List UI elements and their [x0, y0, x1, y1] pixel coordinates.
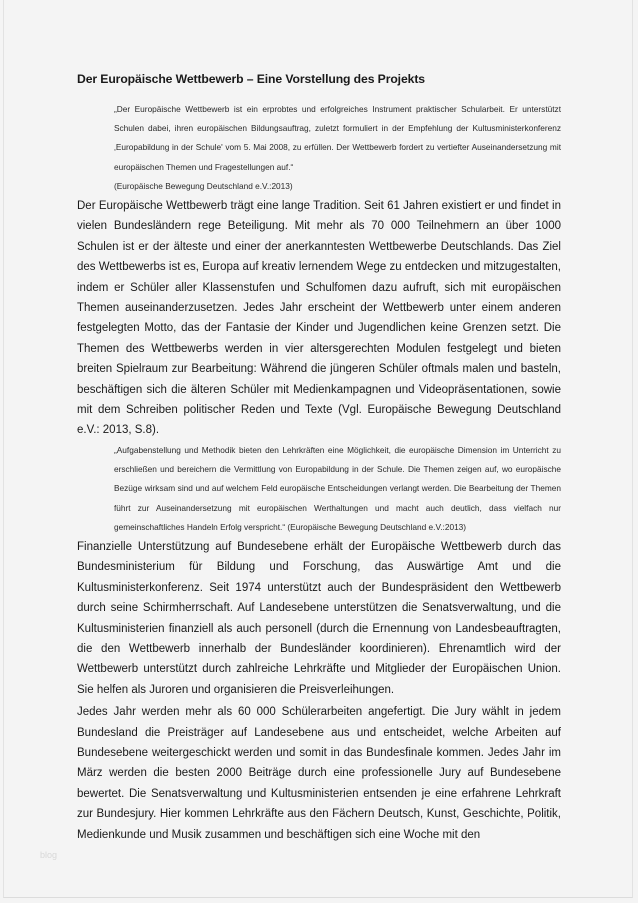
paragraph-funding: Finanzielle Unterstützung auf Bundesebene erhält der Europäische Wettbewerb durch das Bundesministerium für Bildung und Forschung, das Auswärtige Amt und die Kultusministerkonferenz. Seit 1974 unterstützt auch der Bundespräsident den Wettbewerb durch seine Schirmherrschaft. Auf Landesebene unterstützen die Senatsverwaltung, und die Kultusministerien finanziell als auch personell (durch die Ernennung von Landesbeauftragten, die den Wettbewerb innerhalb der Bundesländer koordinieren). Ehrenamtlich wird der Wettbewerb unterstützt durch zahlreiche Lehrkräfte und Mitglieder der Europäischen Union. Sie helfen als Juroren und organisieren die Preisverleihungen.	[77, 540, 561, 696]
block-quote-1	[114, 100, 561, 196]
quote-1-text: „Der Europäische Wettbewerb ist ein erprobtes und erfolgreiches Instrument praktischer Schularbeit. Er unterstützt Schulen dabei, ihren europäischen Bildungsauftrag, zuletzt formuliert in der Empfehlung der Kultusministerkonferenz ‚Europabildung in der Schule' vom 5. Mai 2008, zu erfüllen. Der Wettbewerb fordert zu vertiefter Auseinandersetzung mit europäischen Themen und Fragestellungen auf.“	[114, 104, 561, 172]
block-quote-2	[114, 441, 561, 537]
document-title: Der Europäische Wettbewerb – Eine Vorstellung des Projekts	[77, 72, 425, 86]
quote-1-citation: (Europäische Bewegung Deutschland e.V.:2013)	[114, 180, 293, 191]
paragraph-jury: Jedes Jahr werden mehr als 60 000 Schülerarbeiten angefertigt. Die Jury wählt in jedem Bundesland die Preisträger auf Landesebene aus und entscheidet, welche Arbeiten auf Bundesebene weitergeschickt werden und somit in das Bundesfinale kommen. Jedes Jahr im März werden die besten 2000 Beiträge durch eine professionelle Jury auf Bundesebene bewertet. Die Senatsverwaltung und Kultusministerien entsenden je eine erfahrene Lehrkraft zur Bundesjury. Hier kommen Lehrkräfte aus den Fächern Deutsch, Kunst, Geschichte, Politik, Medienkunde und Musik zusammen und beschäftigen sich eine Woche mit den	[77, 706, 561, 841]
quote-2-text: „Aufgabenstellung und Methodik bieten den Lehrkräften eine Möglichkeit, die europäische Dimension im Unterricht zu erschließen und bereichern die Vermittlung von Europabildung in der Schule. Die Themen zeigen auf, wo europäische Bezüge wirksam sind und auf welchem Feld europäische Entscheidungen verlangt werden. Die Bearbeitung der Themen führt zur Auseinandersetzung mit europäischen Werthaltungen und macht auch deutlich, dass vielfach nur gemeinschaftliches Handeln Erfolg verspricht.“ (Europäische Bewegung Deutschland e.V.:2013)	[114, 444, 561, 532]
paragraph-tradition: Der Europäische Wettbewerb trägt eine lange Tradition. Seit 61 Jahren existiert er und findet in vielen Bundesländern rege Beteiligung. Mit mehr als 70 000 Teilnehmern an über 1000 Schulen ist er der älteste und einer der anerkanntesten Wettbewerbe Deutschlands. Das Ziel des Wettbewerbs ist es, Europa auf kreativ lernendem Wege zu entdecken und mitzugestalten, indem er Schüler aller Klassenstufen und Schulfomen dazu aufruft, sich mit europäischen Themen auseinanderzusetzen. Jedes Jahr erscheint der Wettbewerb unter einem anderen festgelegten Motto, das der Fantasie der Kinder und Jugendlichen keine Grenzen setzt. Die Themen des Wettbewerbs werden in vier altersgerechten Modulen festgelegt und bieten breiten Spielraum zur Bearbeitung: Während die jüngeren Schüler oftmals malen und basteln, beschäftigen sich die älteren Schüler mit Medienkampagnen und Videopräsentationen, sowie mit dem Schreiben politischer Reden und Texte (Vgl. Europäische Bewegung Deutschland e.V.: 2013, S.8).	[77, 200, 561, 437]
watermark-text: blog	[40, 850, 58, 860]
document-body	[77, 72, 561, 845]
quote-2-citation: (Europäische Bewegung Deutschland e.V.:2013)	[287, 521, 467, 532]
